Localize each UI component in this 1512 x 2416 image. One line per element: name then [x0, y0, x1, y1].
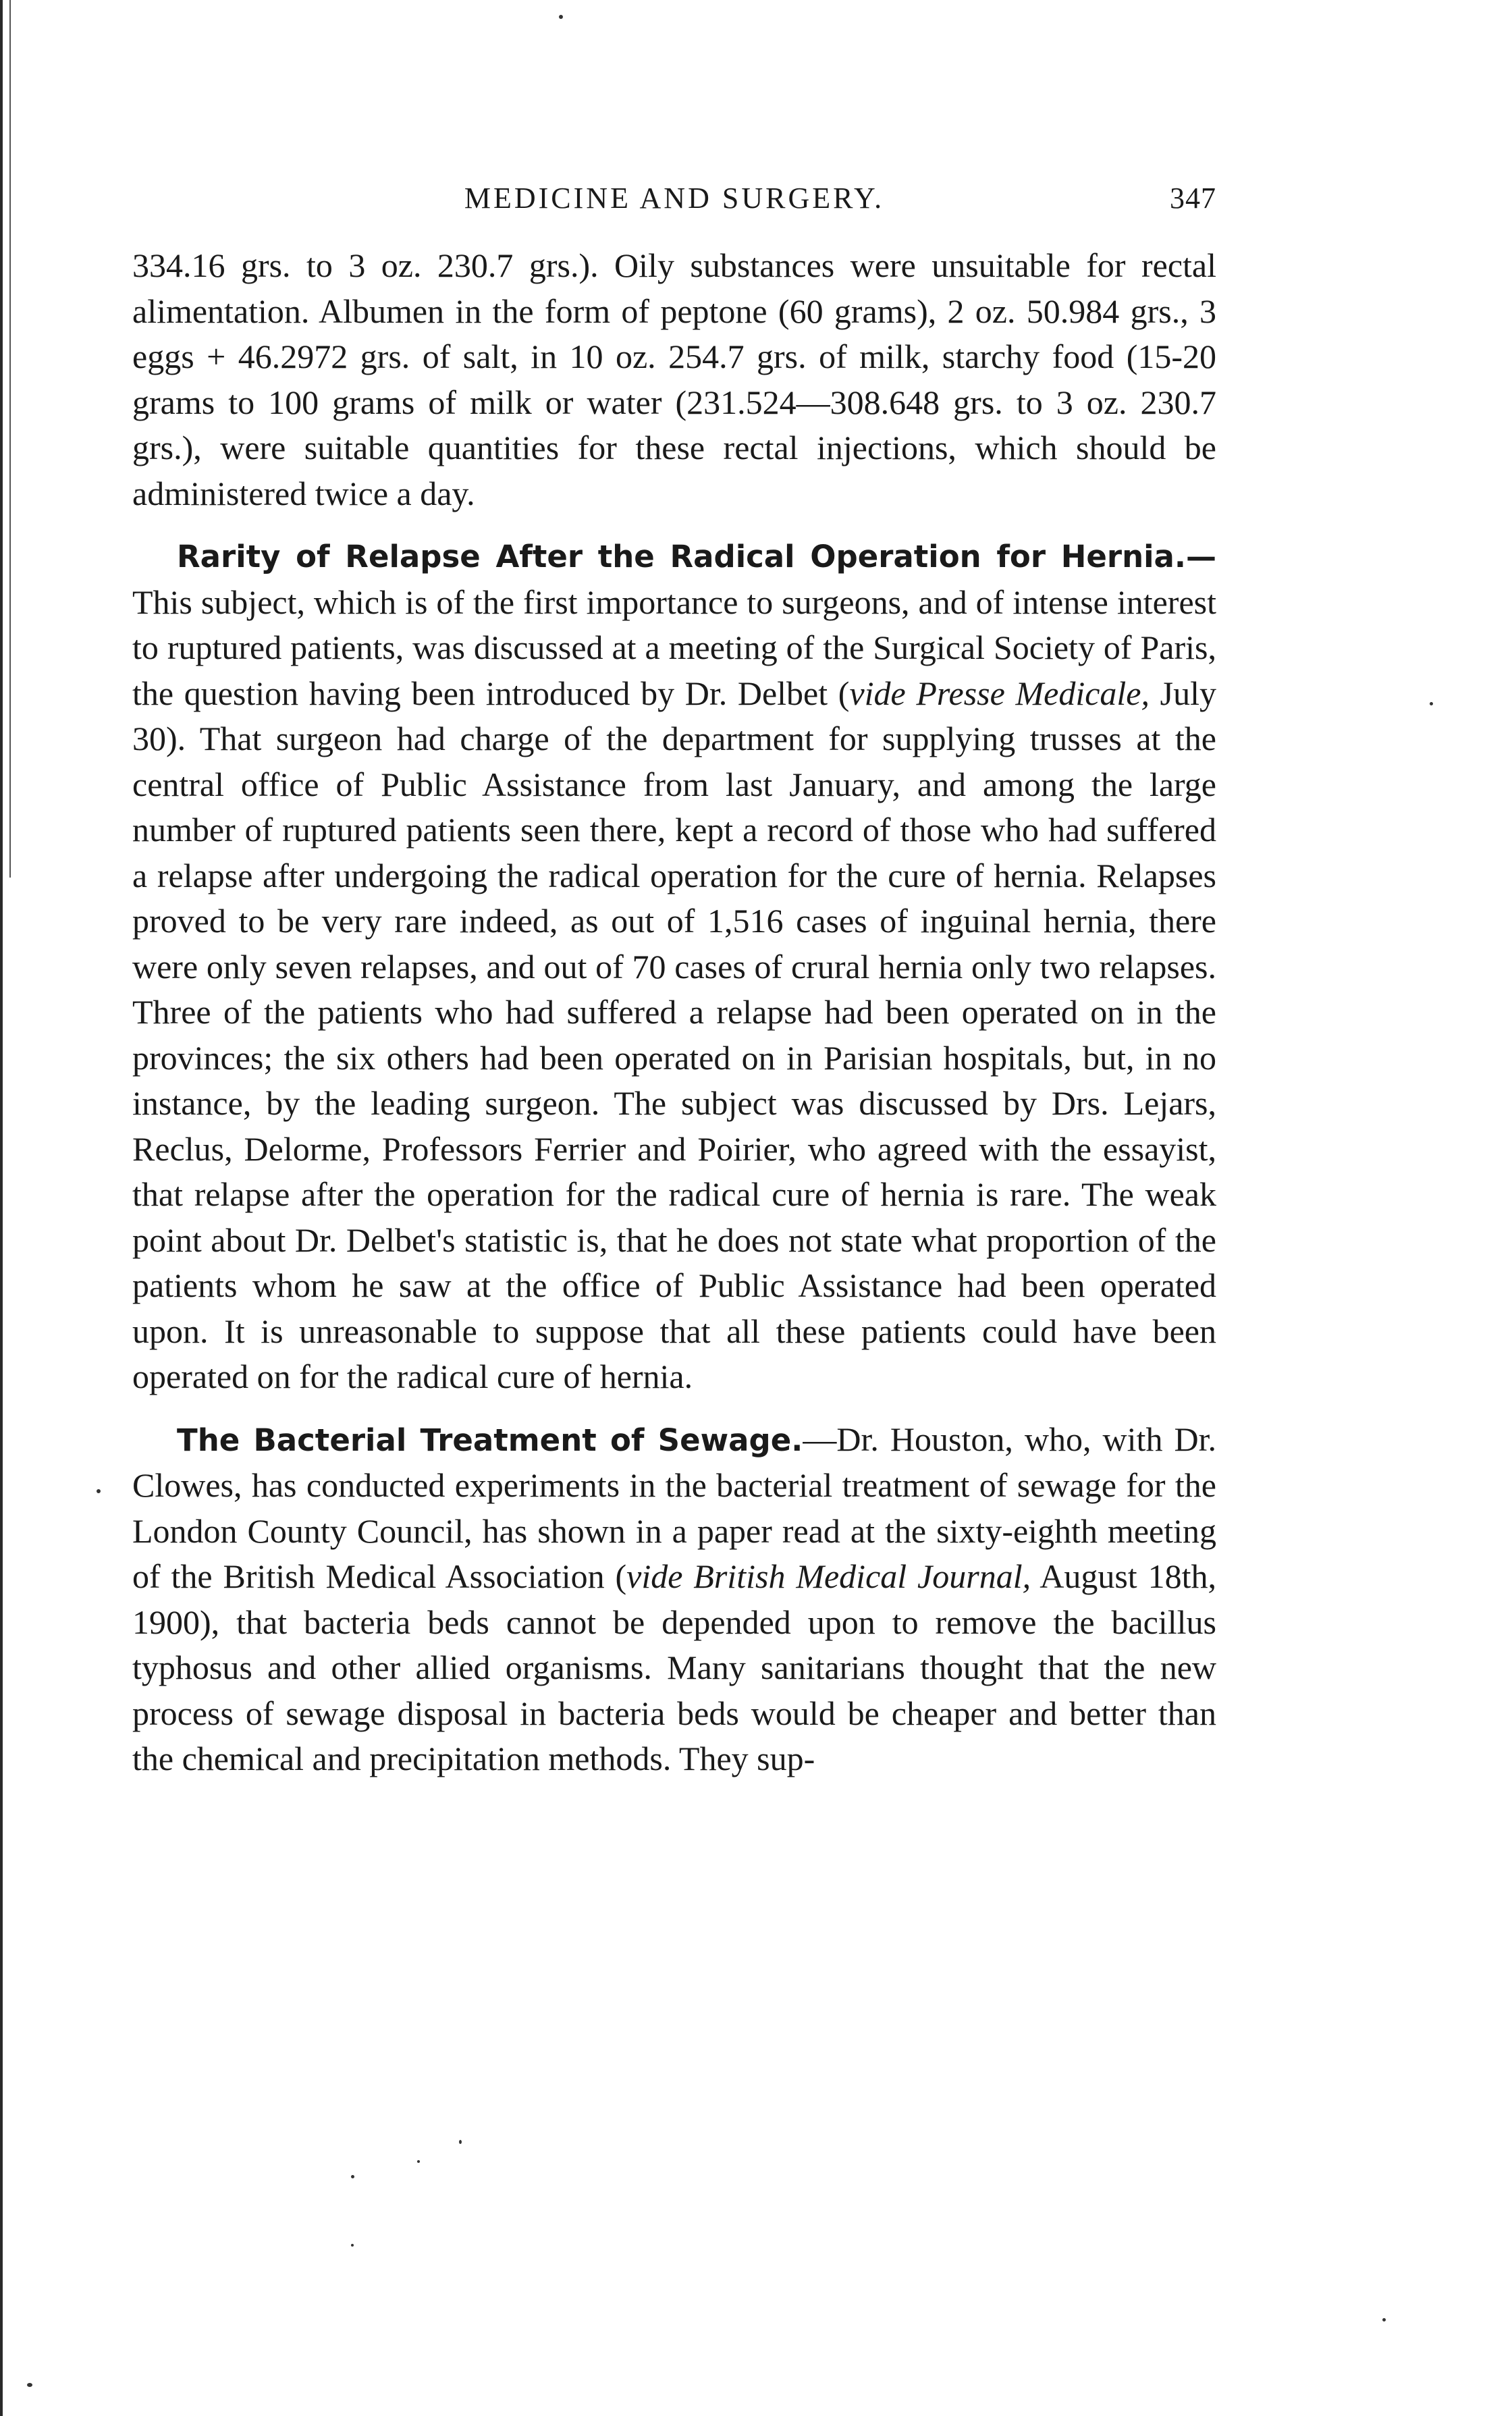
body-text — [132, 243, 1216, 1782]
article-paragraph — [132, 1417, 1216, 1782]
scan-speck — [559, 15, 563, 19]
paragraph-text: This subject, which is of the first importance to surgeons, and of intense interest to ruptured patients, was discussed at a meeting of the Surgical Society of Paris, the question having been introduced by Dr. Delbet ( — [132, 583, 1216, 712]
scan-speck — [351, 2175, 354, 2178]
scan-speck — [351, 2244, 354, 2247]
scan-edge — [0, 0, 3, 2416]
scan-edge — [9, 0, 11, 878]
article-paragraph — [132, 533, 1216, 1400]
book-page — [132, 181, 1216, 1782]
paragraph-text: 334.16 grs. to 3 oz. 230.7 grs.). Oily substances were unsuitable for rectal alimentation. Albumen in the form of peptone (60 grams), 2 oz. 50.984 grs., 3 eggs + 46.2972 grs. of salt, in 10 oz. 254.7 grs. of milk, starchy food (15-20 grams to 100 grams of milk or water (231.524—308.648 grs. to 3 oz. 230.7 grs.), were suitable quantities for these rectal injections, which should be administered twice a day. — [132, 246, 1216, 512]
scan-speck — [27, 2383, 32, 2387]
scan-speck — [459, 2140, 462, 2144]
scan-speck — [417, 2160, 420, 2163]
running-title: MEDICINE AND SURGERY. — [464, 182, 885, 215]
citation-italic: vide Presse Medicale, — [849, 674, 1150, 712]
running-head — [132, 181, 1216, 221]
citation-italic: vide British Medical Journal, — [626, 1557, 1031, 1595]
article-heading: The Bacterial Treatment of Sewage. — [177, 1422, 803, 1458]
scan-speck — [1430, 702, 1433, 705]
page-number: 347 — [1170, 182, 1216, 215]
scan-speck — [1382, 2318, 1386, 2321]
paragraph-text: July 30). That surgeon had charge of the department for supplying trusses at the central office of Public Assistance from last January, and among the large number of ruptured patients seen there, kept a record of those who had suffered a relapse after undergoing the radical operation for the cure of hernia. Relapses proved to be very rare indeed, as out of 1,516 cases of inguinal hernia, there were only seven relapses, and out of 70 cases of crural hernia only two relapses. Three of the patients who had suffered a relapse had been operated on in the provinces; the six others had been operated on in Parisian hospitals, but, in no instance, by the leading surgeon. The subject was discussed by Drs. Lejars, Reclus, Delorme, Professors Ferrier and Poirier, who agreed with the essayist, that relapse after the operation for the radical cure of hernia is rare. The weak point about Dr. Delbet's statistic is, that he does not state what proportion of the patients whom he saw at the office of Public Assistance had been operated upon. It is unreasonable to suppose that all these patients could have been operated on for the radical cure of hernia. — [132, 674, 1217, 1395]
paragraph-text: —Dr. Houston, who, with Dr. Clowes, has conducted experiments in the bacterial treatment of sewage for the London County Council, has shown in a paper read at the sixty-eighth meeting of the British Medical Association ( — [132, 1420, 1216, 1595]
paragraph-text: August 18th, 1900), that bacteria beds cannot be depended upon to remove the bacillus typhosus and other allied organisms. Many sanitarians thought that the new process of sewage disposal in bacteria beds would be cheaper and better than the chemical and precipitation methods. They sup- — [132, 1557, 1216, 1777]
scan-speck — [97, 1489, 101, 1493]
continued-paragraph — [132, 243, 1216, 516]
article-heading: Rarity of Relapse After the Radical Operation for Hernia.— — [177, 539, 1216, 574]
